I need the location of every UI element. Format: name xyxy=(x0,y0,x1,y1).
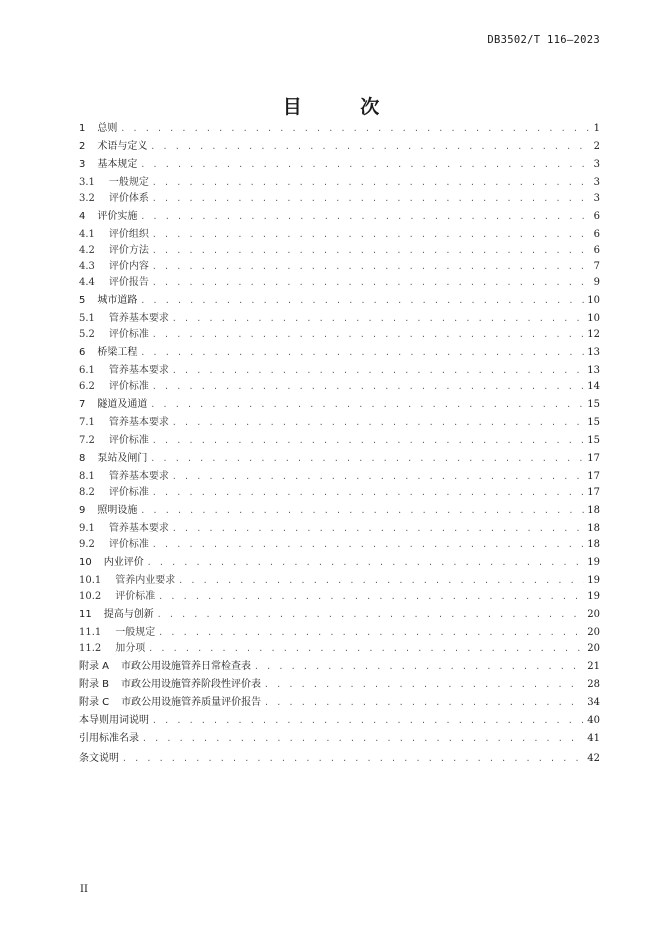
toc-entry-number: 10 xyxy=(79,557,92,568)
toc-entry-number: 附录 C xyxy=(79,697,110,708)
toc-entry[interactable] xyxy=(79,467,600,482)
toc-entry-text: 管养基本要求 xyxy=(108,313,169,324)
toc-entry-page: 12 xyxy=(587,329,600,340)
toc-entry-label xyxy=(79,639,145,654)
toc-entry-number: 3.1 xyxy=(79,177,95,188)
toc-entry-number: 8.1 xyxy=(79,471,95,482)
toc-entry-text: 条文说明 xyxy=(79,753,119,764)
toc-entry-text: 评价组织 xyxy=(108,229,149,240)
toc-entry-page: 6 xyxy=(593,229,600,240)
toc-entry-page: 2 xyxy=(593,141,600,152)
toc-entry-page: 34 xyxy=(587,697,600,708)
toc-entry-text: 市政公用设施管养质量评价报告 xyxy=(121,697,262,708)
toc-entry[interactable] xyxy=(79,395,600,410)
toc-entry-page: 18 xyxy=(587,523,600,534)
toc-entry-text: 评价标准 xyxy=(108,329,149,340)
toc-entry-page: 3 xyxy=(593,193,600,204)
toc-entry-page: 19 xyxy=(587,557,600,568)
toc-entry-label xyxy=(79,361,169,376)
toc-entry-text: 评价报告 xyxy=(108,277,149,288)
toc-entry-page: 15 xyxy=(587,435,600,446)
toc-entry[interactable] xyxy=(79,291,600,306)
toc-leader-dots xyxy=(140,348,584,357)
toc-entry-page: 42 xyxy=(587,753,600,764)
toc-entry-text: 本导则用词说明 xyxy=(79,715,149,726)
toc-entry[interactable] xyxy=(79,225,600,240)
toc-entry-number: 4 xyxy=(79,211,86,222)
toc-entry[interactable] xyxy=(79,729,600,744)
toc-entry-number: 附录 B xyxy=(79,679,110,690)
toc-entry[interactable] xyxy=(79,273,600,288)
toc-entry-text: 引用标准名录 xyxy=(79,733,139,744)
toc-leader-dots xyxy=(140,160,590,169)
toc-entry-label xyxy=(79,605,154,620)
toc-leader-dots xyxy=(254,662,584,671)
toc-entry-text: 城市道路 xyxy=(97,295,138,306)
toc-entry-text: 管养基本要求 xyxy=(108,365,169,376)
toc-entry-page: 18 xyxy=(587,539,600,550)
toc-entry-label xyxy=(79,571,175,586)
toc-entry-page: 13 xyxy=(587,365,600,376)
toc-entry-page: 41 xyxy=(587,733,600,744)
toc-entry[interactable] xyxy=(79,587,600,602)
toc-entry[interactable] xyxy=(79,449,600,464)
toc-entry-page: 15 xyxy=(587,417,600,428)
toc-leader-dots xyxy=(140,296,584,305)
toc-entry-label xyxy=(79,623,155,638)
toc-entry-page: 20 xyxy=(587,609,600,620)
toc-leader-dots xyxy=(120,124,590,133)
toc-entry[interactable] xyxy=(79,361,600,376)
toc-entry-text: 提高与创新 xyxy=(103,609,154,620)
toc-leader-dots xyxy=(172,314,584,323)
toc-entry-text: 内业评价 xyxy=(103,557,144,568)
toc-entry-label xyxy=(79,189,149,204)
toc-entry-label xyxy=(79,343,137,358)
toc-leader-dots xyxy=(264,680,584,689)
toc-leader-dots xyxy=(172,472,584,481)
toc-entry[interactable] xyxy=(79,257,600,272)
toc-entry-label xyxy=(79,749,119,764)
toc-entry-page: 17 xyxy=(587,471,600,482)
toc-leader-dots xyxy=(150,454,584,463)
toc-leader-dots xyxy=(148,644,584,653)
toc-entry[interactable] xyxy=(79,207,600,222)
toc-entry-page: 21 xyxy=(587,661,600,672)
toc-entry-text: 管养内业要求 xyxy=(115,575,176,586)
toc-entry-text: 评价标准 xyxy=(115,591,156,602)
toc-entry-number: 7 xyxy=(79,399,86,410)
toc-entry[interactable] xyxy=(79,309,600,324)
toc-entry-page: 20 xyxy=(587,643,600,654)
toc-entry-page: 17 xyxy=(587,487,600,498)
toc-entry-text: 评价标准 xyxy=(108,539,149,550)
toc-entry[interactable] xyxy=(79,173,600,188)
toc-entry-label xyxy=(79,137,147,152)
toc-entry[interactable] xyxy=(79,325,600,340)
toc-entry-number: 11.2 xyxy=(79,643,102,654)
toc-leader-dots xyxy=(147,558,585,567)
toc-leader-dots xyxy=(158,592,584,601)
toc-entry-number: 7.1 xyxy=(79,417,95,428)
toc-entry[interactable] xyxy=(79,571,600,586)
toc-entry-number: 3 xyxy=(79,159,86,170)
toc-leader-dots xyxy=(152,436,584,445)
toc-leader-dots xyxy=(152,262,591,271)
toc-entry-text: 市政公用设施管养日常检查表 xyxy=(121,661,252,672)
toc-entry-number: 5.1 xyxy=(79,313,95,324)
toc-leader-dots xyxy=(264,698,584,707)
toc-entry-text: 管养基本要求 xyxy=(108,471,169,482)
toc-entry-page: 15 xyxy=(587,399,600,410)
toc-entry-page: 6 xyxy=(593,245,600,256)
toc-entry-page: 20 xyxy=(587,627,600,638)
toc-title: 目 次 xyxy=(282,96,406,118)
toc-leader-dots xyxy=(152,230,591,239)
toc-entry-page: 18 xyxy=(587,505,600,516)
toc-entry-text: 基本规定 xyxy=(97,159,138,170)
toc-entry-text: 术语与定义 xyxy=(97,141,148,152)
toc-leader-dots xyxy=(152,194,591,203)
toc-entry-text: 评价标准 xyxy=(108,435,149,446)
toc-leader-dots xyxy=(178,576,584,585)
toc-entry[interactable] xyxy=(79,711,600,726)
toc-entry[interactable] xyxy=(79,657,600,672)
toc-entry-label xyxy=(79,413,169,428)
toc-entry-text: 管养基本要求 xyxy=(108,417,169,428)
toc-leader-dots xyxy=(152,488,584,497)
document-code: DB3502/T 116—2023 xyxy=(487,34,600,46)
page-number: II xyxy=(80,884,88,895)
toc-entry-number: 5 xyxy=(79,295,86,306)
toc-entry-page: 6 xyxy=(593,211,600,222)
toc-entry-label xyxy=(79,395,147,410)
toc-entry-number: 11.1 xyxy=(79,627,102,638)
toc-entry-text: 一般规定 xyxy=(115,627,156,638)
toc-entry-number: 4.4 xyxy=(79,277,95,288)
toc-leader-dots xyxy=(140,212,590,221)
toc-entry-number: 3.2 xyxy=(79,193,95,204)
toc-leader-dots xyxy=(152,330,584,339)
toc-entry-page: 10 xyxy=(587,313,600,324)
toc-leader-dots xyxy=(158,628,584,637)
toc-entry-number: 附录 A xyxy=(79,661,110,672)
toc-entry-number: 10.2 xyxy=(79,591,102,602)
toc-entry-label xyxy=(79,501,137,516)
toc-entry-text: 加分项 xyxy=(115,643,146,654)
toc-leader-dots xyxy=(152,382,584,391)
toc-entry[interactable] xyxy=(79,155,600,170)
toc-entry-number: 5.2 xyxy=(79,329,95,340)
toc-entry[interactable] xyxy=(79,535,600,550)
toc-leader-dots xyxy=(157,610,585,619)
toc-entry-text: 评价内容 xyxy=(108,261,149,272)
toc-entry[interactable] xyxy=(79,119,600,134)
toc-entry-label xyxy=(79,431,149,446)
toc-entry-number: 2 xyxy=(79,141,86,152)
toc-entry-label xyxy=(79,711,149,726)
toc-entry-page: 7 xyxy=(593,261,600,272)
toc-entry-text: 评价标准 xyxy=(108,487,149,498)
toc-entry-label xyxy=(79,467,169,482)
toc-entry-label xyxy=(79,483,149,498)
toc-entry-text: 评价方法 xyxy=(108,245,149,256)
toc-entry-text: 评价标准 xyxy=(108,381,149,392)
toc-entry[interactable] xyxy=(79,519,600,534)
toc-entry-text: 评价体系 xyxy=(108,193,149,204)
toc-leader-dots xyxy=(152,178,591,187)
toc-entry-number: 10.1 xyxy=(79,575,102,586)
toc-entry[interactable] xyxy=(79,377,600,392)
toc-leader-dots xyxy=(152,246,591,255)
toc-entry-label xyxy=(79,225,149,240)
toc-entry-number: 9 xyxy=(79,505,86,516)
toc-entry-page: 3 xyxy=(593,159,600,170)
toc-entry-text: 评价实施 xyxy=(97,211,138,222)
toc-entry[interactable] xyxy=(79,749,600,764)
toc-entry[interactable] xyxy=(79,605,600,620)
toc-entry[interactable] xyxy=(79,675,600,690)
toc-entry-page: 40 xyxy=(587,715,600,726)
toc-entry-label xyxy=(79,729,139,744)
toc-entry-number: 7.2 xyxy=(79,435,95,446)
toc-leader-dots xyxy=(150,142,590,151)
toc-entry-page: 13 xyxy=(587,347,600,358)
toc-entry-label xyxy=(79,155,137,170)
toc-entry[interactable] xyxy=(79,137,600,152)
toc-entry-number: 4.2 xyxy=(79,245,95,256)
toc-entry[interactable] xyxy=(79,343,600,358)
toc-entry-label xyxy=(79,207,137,222)
toc-leader-dots xyxy=(142,734,584,743)
toc-entry-label xyxy=(79,675,261,690)
toc-entry-label xyxy=(79,693,261,708)
toc-entry-page: 14 xyxy=(587,381,600,392)
toc-entry-page: 10 xyxy=(587,295,600,306)
toc-entry-number: 1 xyxy=(79,123,86,134)
toc-entry-page: 19 xyxy=(587,575,600,586)
toc-entry-number: 8.2 xyxy=(79,487,95,498)
toc-entry-label xyxy=(79,377,149,392)
toc-entry-page: 9 xyxy=(593,277,600,288)
toc-leader-dots xyxy=(152,540,584,549)
toc-entry[interactable] xyxy=(79,431,600,446)
toc-entry-label xyxy=(79,587,155,602)
toc-entry[interactable] xyxy=(79,483,600,498)
toc-entry-number: 9.1 xyxy=(79,523,95,534)
toc-entry-text: 市政公用设施管养阶段性评价表 xyxy=(121,679,262,690)
toc-entry-text: 泵站及闸门 xyxy=(97,453,148,464)
toc-entry-label xyxy=(79,553,144,568)
toc-entry-label xyxy=(79,309,169,324)
toc-leader-dots xyxy=(172,418,584,427)
toc-entry-label xyxy=(79,449,147,464)
toc-entry-page: 3 xyxy=(593,177,600,188)
toc-leader-dots xyxy=(152,716,584,725)
toc-entry-label xyxy=(79,657,251,672)
toc-leader-dots xyxy=(152,278,591,287)
toc-entry-label xyxy=(79,173,149,188)
toc-entry-page: 28 xyxy=(587,679,600,690)
toc-entry[interactable] xyxy=(79,189,600,204)
toc-entry-text: 照明设施 xyxy=(97,505,138,516)
toc-entry[interactable] xyxy=(79,413,600,428)
toc-entry-label xyxy=(79,535,149,550)
toc-entry[interactable] xyxy=(79,501,600,516)
toc-entry-page: 19 xyxy=(587,591,600,602)
toc-entry-number: 6.1 xyxy=(79,365,95,376)
toc-leader-dots xyxy=(172,366,584,375)
toc-entry-text: 总则 xyxy=(97,123,118,134)
toc-entry-number: 6 xyxy=(79,347,86,358)
toc-entry-label xyxy=(79,291,137,306)
toc-entry-number: 8 xyxy=(79,453,86,464)
toc-leader-dots xyxy=(150,400,584,409)
toc-leader-dots xyxy=(172,524,584,533)
toc-entry[interactable] xyxy=(79,553,600,568)
toc-entry-number: 4.1 xyxy=(79,229,95,240)
toc-entry-number: 11 xyxy=(79,609,92,620)
toc-entry-page: 17 xyxy=(587,453,600,464)
toc-entry-text: 隧道及通道 xyxy=(97,399,148,410)
toc-entry-label xyxy=(79,519,169,534)
toc-entry-number: 4.3 xyxy=(79,261,95,272)
toc-entry-label xyxy=(79,325,149,340)
toc-entry[interactable] xyxy=(79,241,600,256)
toc-entry-label xyxy=(79,119,117,134)
toc-leader-dots xyxy=(122,754,584,763)
toc-entry[interactable] xyxy=(79,693,600,708)
toc-entry-text: 桥梁工程 xyxy=(97,347,138,358)
toc-entry-text: 一般规定 xyxy=(108,177,149,188)
toc-entry[interactable] xyxy=(79,623,600,638)
toc-entry-text: 管养基本要求 xyxy=(108,523,169,534)
toc-entry-number: 6.2 xyxy=(79,381,95,392)
toc-entry[interactable] xyxy=(79,639,600,654)
toc-entry-label xyxy=(79,273,149,288)
toc-entry-label xyxy=(79,241,149,256)
toc-entry-label xyxy=(79,257,149,272)
toc-leader-dots xyxy=(140,506,584,515)
toc-entry-page: 1 xyxy=(593,123,600,134)
toc-entry-number: 9.2 xyxy=(79,539,95,550)
